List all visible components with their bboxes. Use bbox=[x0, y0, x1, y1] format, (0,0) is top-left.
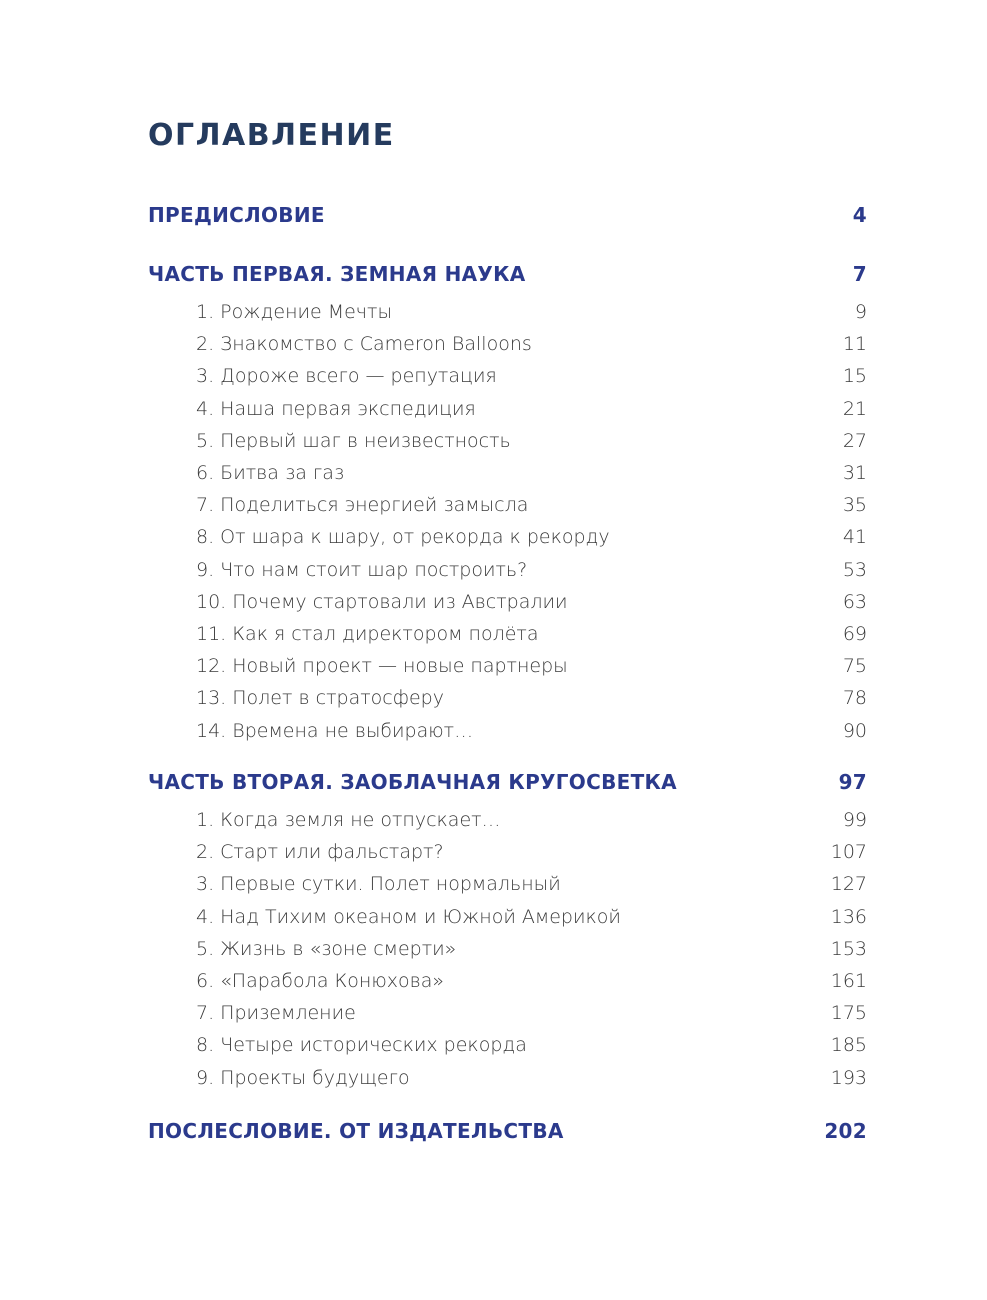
chapter-page-number: 27 bbox=[842, 429, 867, 452]
page-title: ОГЛАВЛЕНИЕ bbox=[148, 118, 395, 153]
toc-section-part-one[interactable] bbox=[148, 259, 867, 289]
toc-chapter-row[interactable] bbox=[196, 901, 867, 933]
chapter-page-number: 136 bbox=[830, 905, 867, 928]
chapter-page-number: 185 bbox=[830, 1034, 867, 1057]
chapter-page-number: 41 bbox=[842, 526, 867, 549]
toc-chapter-row[interactable] bbox=[196, 868, 867, 900]
chapter-title: 2. Старт или фальстарт? bbox=[196, 841, 444, 864]
toc-chapter-row[interactable] bbox=[196, 586, 867, 618]
chapter-title: 2. Знакомство с Cameron Balloons bbox=[196, 333, 532, 356]
section-title: ЧАСТЬ ВТОРАЯ. ЗАОБЛАЧНАЯ КРУГОСВЕТКА bbox=[148, 770, 677, 794]
chapter-title: 3. Первые сутки. Полет нормальный bbox=[196, 873, 561, 896]
toc-chapter-row[interactable] bbox=[196, 804, 867, 836]
chapter-page-number: 107 bbox=[830, 841, 867, 864]
chapter-title: 7. Поделиться энергией замысла bbox=[196, 494, 529, 517]
section-page-number: 4 bbox=[852, 203, 867, 227]
chapter-title: 9. Проекты будущего bbox=[196, 1066, 410, 1089]
chapter-title: 6. Битва за газ bbox=[196, 462, 345, 485]
chapter-page-number: 69 bbox=[842, 622, 867, 645]
toc-chapter-row[interactable] bbox=[196, 296, 867, 328]
chapter-title: 3. Дороже всего — репутация bbox=[196, 365, 497, 388]
toc-chapter-row[interactable] bbox=[196, 933, 867, 965]
toc-section-part-two[interactable] bbox=[148, 767, 867, 797]
toc-chapter-row[interactable] bbox=[196, 425, 867, 457]
toc-chapter-row[interactable] bbox=[196, 457, 867, 489]
chapter-title: 14. Времена не выбирают… bbox=[196, 719, 474, 742]
chapter-title: 1. Рождение Мечты bbox=[196, 301, 393, 324]
chapter-page-number: 31 bbox=[842, 462, 867, 485]
chapter-title: 10. Почему стартовали из Австралии bbox=[196, 590, 568, 613]
chapter-page-number: 21 bbox=[842, 397, 867, 420]
chapter-title: 9. Что нам стоит шар построить? bbox=[196, 558, 528, 581]
chapter-page-number: 11 bbox=[842, 333, 867, 356]
chapter-title: 6. «Парабола Конюхова» bbox=[196, 970, 445, 993]
toc-chapter-row[interactable] bbox=[196, 618, 867, 650]
toc-chapter-row[interactable] bbox=[196, 393, 867, 425]
toc-chapter-row[interactable] bbox=[196, 714, 867, 746]
chapter-title: 4. Над Тихим океаном и Южной Америкой bbox=[196, 905, 621, 928]
toc-chapter-row[interactable] bbox=[196, 1029, 867, 1061]
section-title: ПОСЛЕСЛОВИЕ. ОТ ИЗДАТЕЛЬСТВА bbox=[148, 1119, 564, 1143]
chapter-page-number: 99 bbox=[842, 809, 867, 832]
chapter-title: 8. От шара к шару, от рекорда к рекорду bbox=[196, 526, 610, 549]
toc-chapter-row[interactable] bbox=[196, 965, 867, 997]
section-page-number: 97 bbox=[838, 770, 867, 794]
chapter-page-number: 35 bbox=[842, 494, 867, 517]
chapter-page-number: 78 bbox=[842, 687, 867, 710]
chapter-page-number: 90 bbox=[842, 719, 867, 742]
toc-chapter-row[interactable] bbox=[196, 1062, 867, 1094]
chapter-title: 12. Новый проект — новые партнеры bbox=[196, 655, 568, 678]
chapter-page-number: 53 bbox=[842, 558, 867, 581]
toc-section-preface[interactable] bbox=[148, 200, 867, 230]
toc-chapter-row[interactable] bbox=[196, 997, 867, 1029]
section-page-number: 202 bbox=[824, 1119, 867, 1143]
part-two-chapter-list bbox=[196, 804, 867, 1094]
toc-chapter-row[interactable] bbox=[196, 554, 867, 586]
chapter-page-number: 127 bbox=[830, 873, 867, 896]
chapter-page-number: 63 bbox=[842, 590, 867, 613]
chapter-title: 1. Когда земля не отпускает… bbox=[196, 809, 501, 832]
chapter-title: 13. Полет в стратосферу bbox=[196, 687, 444, 710]
chapter-title: 11. Как я стал директором полёта bbox=[196, 622, 539, 645]
chapter-page-number: 153 bbox=[830, 937, 867, 960]
toc-section-afterword[interactable] bbox=[148, 1116, 867, 1146]
chapter-page-number: 9 bbox=[854, 301, 867, 324]
chapter-title: 5. Жизнь в «зоне смерти» bbox=[196, 937, 457, 960]
chapter-page-number: 75 bbox=[842, 655, 867, 678]
chapter-page-number: 15 bbox=[842, 365, 867, 388]
chapter-title: 5. Первый шаг в неизвестность bbox=[196, 429, 511, 452]
chapter-page-number: 161 bbox=[830, 970, 867, 993]
chapter-page-number: 175 bbox=[830, 1002, 867, 1025]
toc-chapter-row[interactable] bbox=[196, 360, 867, 392]
toc-chapter-row[interactable] bbox=[196, 836, 867, 868]
toc-chapter-row[interactable] bbox=[196, 328, 867, 360]
section-title: ЧАСТЬ ПЕРВАЯ. ЗЕМНАЯ НАУКА bbox=[148, 262, 526, 286]
chapter-title: 8. Четыре исторических рекорда bbox=[196, 1034, 527, 1057]
part-one-chapter-list bbox=[196, 296, 867, 747]
chapter-page-number: 193 bbox=[830, 1066, 867, 1089]
section-page-number: 7 bbox=[852, 262, 867, 286]
chapter-title: 4. Наша первая экспедиция bbox=[196, 397, 476, 420]
toc-chapter-row[interactable] bbox=[196, 489, 867, 521]
toc-chapter-row[interactable] bbox=[196, 521, 867, 553]
chapter-title: 7. Приземление bbox=[196, 1002, 356, 1025]
toc-chapter-row[interactable] bbox=[196, 682, 867, 714]
toc-chapter-row[interactable] bbox=[196, 650, 867, 682]
section-title: ПРЕДИСЛОВИЕ bbox=[148, 203, 325, 227]
